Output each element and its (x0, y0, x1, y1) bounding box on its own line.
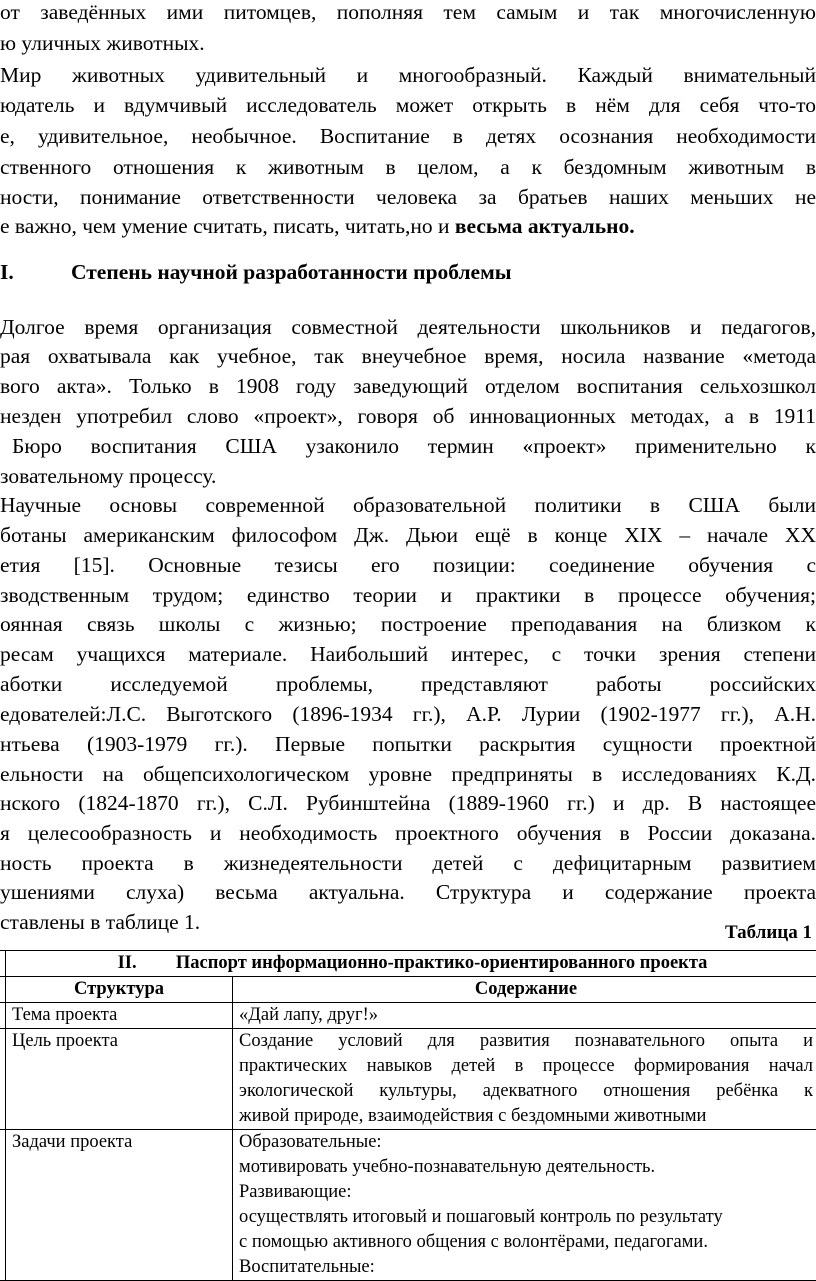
table-title-text: Паспорт информационно-практико-ориентированного проекта (176, 953, 708, 973)
column-header-content: Содержание (233, 977, 816, 1003)
table-row (0, 1130, 816, 1281)
paragraph-text: е важно, чем умение считать, писать, читать,но и (0, 214, 455, 238)
cell-line: осуществлять итоговый и пошаговый контроль по результату (239, 1205, 813, 1230)
table-title-row (0, 951, 816, 977)
table-caption: Таблица 1 (725, 922, 812, 944)
cell-line: Образовательные: (239, 1130, 813, 1155)
cell-line: Воспитательные: (239, 1255, 813, 1280)
text-line: ставлены в таблице 1. (0, 907, 816, 937)
text-line: ю уличных животных. (0, 28, 816, 58)
text-line: ельности на общепсихологическом уровне предприняты в исследованиях К.Д. (0, 759, 816, 789)
text-line: ботаны американским философом Дж. Дьюи ещё в конце XIX – начале XX (0, 520, 816, 550)
text-line: я целесообразность и необходимость проектного обучения в России доказана. (0, 818, 816, 848)
cell-line: практических навыков детей в процессе формирования начал (239, 1054, 813, 1079)
table-title (6, 951, 816, 977)
table-title-number: II. (118, 953, 137, 973)
text-line: зводственным трудом; единство теории и практики в процессе обучения; (0, 580, 816, 610)
row-content (233, 1003, 816, 1029)
cell-line: экологической культуры, адекватного отношения ребёнка к (239, 1079, 813, 1104)
table-row (0, 1029, 816, 1130)
text-line: ушениями слуха) весьма актуальна. Структура и содержание проекта (0, 877, 816, 907)
column-header-structure: Структура (6, 977, 233, 1003)
project-passport-table (0, 950, 816, 1281)
text-line: е, удивительное, необычное. Воспитание в детях осознания необходимости (0, 121, 816, 151)
text-line: юдатель и вдумчивый исследователь может открыть в нём для себя что-то (0, 90, 816, 120)
cell-line: живой природе, взаимодействия с бездомными животными (239, 1104, 813, 1129)
text-line: Мир животных удивительный и многообразный. Каждый внимательный (0, 60, 816, 90)
table-row (0, 1003, 816, 1029)
text-line: едователей:Л.С. Выготского (1896-1934 гг.), А.Р. Лурии (1902-1977 гг.), А.Н. (0, 699, 816, 729)
row-content (233, 1130, 816, 1281)
row-label: Цель проекта (6, 1029, 233, 1130)
cell-line: Развивающие: (239, 1180, 813, 1205)
section-number: I. (0, 257, 14, 287)
text-line: ности, понимание ответственности человека за братьев наших меньших не (0, 182, 816, 212)
text-line: вого акта». Только в 1908 году заведующий отделом воспитания сельхозшкол (0, 371, 816, 401)
text-line: от заведённых ими питомцев, пополняя тем самым и так многочисленную (0, 0, 816, 27)
text-line: Бюро воспитания США узаконило термин «проект» применительно к (12, 431, 816, 461)
text-line (0, 211, 816, 241)
text-line: рая охватывала как учебное, так внеучебное время, носила название «метода (0, 341, 816, 371)
row-label: Задачи проекта (6, 1130, 233, 1281)
section-title: Степень научной разработанности проблемы (71, 257, 512, 287)
text-line: зовательному процессу. (0, 461, 816, 491)
cell-line: «Дай лапу, друг!» (239, 1003, 813, 1028)
row-label: Тема проекта (6, 1003, 233, 1029)
section-heading (0, 257, 816, 287)
text-line: Долгое время организация совместной деятельности школьников и педагогов, (0, 312, 816, 342)
emphasis-text: весьма актуально. (455, 214, 635, 238)
text-line: ственного отношения к животным в целом, а к бездомным животным в (0, 152, 816, 182)
row-content (233, 1029, 816, 1130)
text-line: аботки исследуемой проблемы, представляют работы российских (0, 669, 816, 699)
text-line: ность проекта в жизнедеятельности детей с дефицитарным развитием (0, 848, 816, 878)
text-line: незден употребил слово «проект», говоря об инновационных методах, а в 1911 (0, 401, 816, 431)
text-line: Научные основы современной образовательной политики в США были (0, 490, 816, 520)
text-line: оянная связь школы с жизнью; построение преподавания на близком к (0, 609, 816, 639)
table-header-row (0, 977, 816, 1003)
text-line: ресам учащихся материале. Наибольший интерес, с точки зрения степени (0, 639, 816, 669)
text-line: нтьева (1903-1979 гг.). Первые попытки раскрытия сущности проектной (0, 729, 816, 759)
text-line: етия [15]. Основные тезисы его позиции: соединение обучения с (0, 550, 816, 580)
cell-line: Создание условий для развития познавательного опыта и (239, 1029, 813, 1054)
cell-line: мотивировать учебно-познавательную деятельность. (239, 1155, 813, 1180)
text-line: нского (1824-1870 гг.), С.Л. Рубинштейна (1889-1960 гг.) и др. В настоящее (0, 788, 816, 818)
cell-line: с помощью активного общения с волонтёрами, педагогами. (239, 1230, 813, 1255)
